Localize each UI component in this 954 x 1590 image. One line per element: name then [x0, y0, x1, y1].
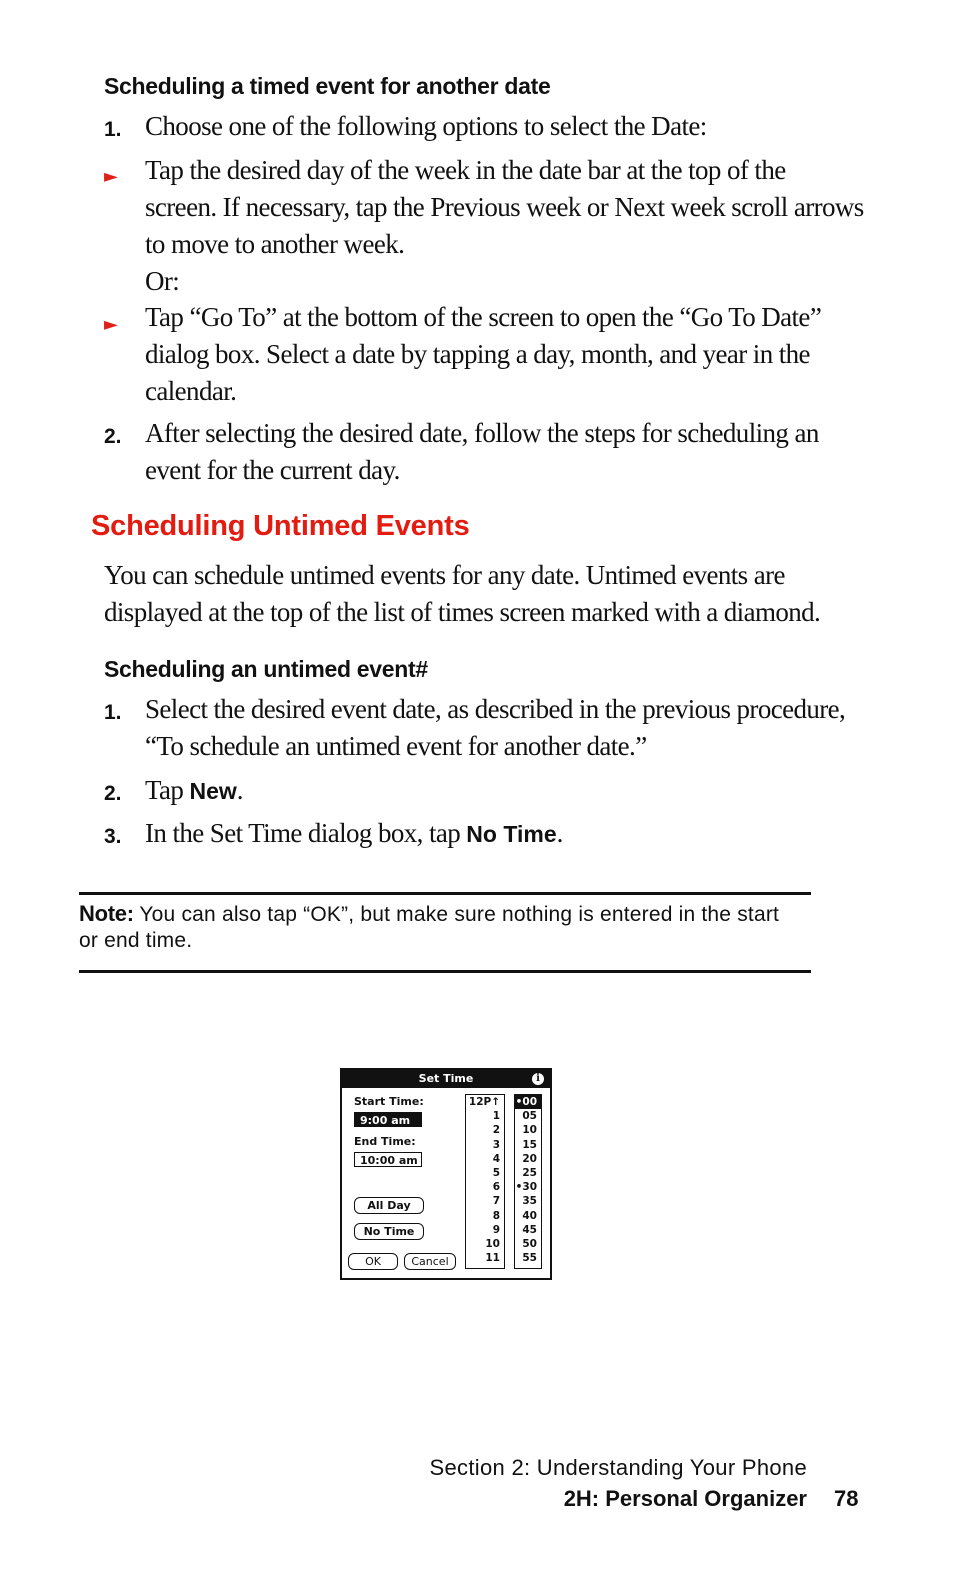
text-line: dialog box. Select a date by tapping a day, month, and year in the — [145, 339, 810, 369]
page-number: 78 — [834, 1486, 859, 1511]
hour-item[interactable]: 8 — [492, 1209, 500, 1222]
text-line: “To schedule an untimed event for another date.” — [145, 731, 647, 761]
note-bottom-rule — [79, 970, 811, 973]
bullet-arrow-icon: ► — [104, 314, 118, 335]
section-heading: Scheduling Untimed Events — [91, 510, 470, 542]
text-line: Or: — [145, 266, 180, 296]
minute-item[interactable]: 05 — [522, 1110, 537, 1123]
text-line: calendar. — [145, 376, 237, 406]
footer-section: Section 2: Understanding Your Phone — [429, 1455, 807, 1480]
cancel-button[interactable]: Cancel — [404, 1253, 456, 1270]
minute-item[interactable]: 20 — [522, 1152, 537, 1165]
step-text: Choose one of the following options to select the Date: — [145, 111, 707, 141]
step-text — [145, 815, 563, 853]
note-label: Note: — [79, 901, 134, 926]
step-number: 1. — [104, 701, 122, 724]
hour-item[interactable]: 12P↑ — [468, 1096, 500, 1108]
hour-item[interactable]: 7 — [492, 1195, 500, 1208]
text-line: event for the current day. — [145, 455, 400, 485]
hour-item[interactable]: 4 — [492, 1152, 500, 1165]
text-line: Tap the desired day of the week in the date bar at the top of the — [145, 155, 786, 185]
start-time-field[interactable]: 9:00 am — [354, 1112, 422, 1127]
step-text — [145, 772, 243, 810]
subhead-timed-event-other-date: Scheduling a timed event for another date — [104, 73, 551, 99]
text-line: screen. If necessary, tap the Previous week or Next week scroll arrows — [145, 192, 864, 222]
text-run: In the Set Time dialog box, tap — [145, 818, 467, 848]
ok-button[interactable]: OK — [348, 1253, 398, 1270]
hour-item[interactable]: 10 — [485, 1237, 500, 1250]
minute-item[interactable]: 25 — [522, 1166, 537, 1179]
no-time-button[interactable]: No Time — [354, 1223, 424, 1240]
text-line: Tap “Go To” at the bottom of the screen to open the “Go To Date” — [145, 302, 822, 332]
footer-chapter: 2H: Personal Organizer — [563, 1486, 807, 1511]
dialog-title-bar — [342, 1070, 550, 1088]
minute-item[interactable]: •30 — [515, 1181, 537, 1194]
text-line: to move to another week. — [145, 229, 405, 259]
set-time-dialog — [340, 1068, 552, 1280]
text-run: . — [236, 775, 243, 805]
minute-item[interactable]: 40 — [522, 1209, 537, 1222]
hour-item[interactable]: 1 — [492, 1110, 500, 1123]
end-time-field[interactable]: 10:00 am — [354, 1152, 422, 1167]
text-run: . — [556, 818, 563, 848]
minute-list[interactable] — [514, 1094, 542, 1269]
minute-item[interactable]: 45 — [522, 1223, 537, 1236]
hour-item[interactable]: 2 — [492, 1124, 500, 1137]
minute-item[interactable]: 50 — [522, 1237, 537, 1250]
bullet-arrow-icon: ► — [104, 166, 118, 187]
bullet-text-go-to — [145, 299, 821, 410]
hour-item[interactable]: 5 — [492, 1166, 500, 1179]
hour-item[interactable]: 3 — [492, 1138, 500, 1151]
hour-item[interactable]: 11 — [485, 1252, 500, 1265]
step-text — [145, 691, 845, 765]
intro-paragraph — [104, 557, 820, 631]
note-line: You can also tap “OK”, but make sure nothing is entered in the start — [133, 903, 780, 926]
hour-item[interactable]: 6 — [492, 1181, 500, 1194]
text-line: Select the desired event date, as described in the previous procedure, — [145, 694, 846, 724]
dialog-title: Set Time — [418, 1072, 474, 1085]
text-line: displayed at the top of the list of times screen marked with a diamond. — [104, 597, 821, 627]
note-top-rule — [79, 892, 811, 895]
bullet-text-date-bar — [145, 152, 864, 300]
start-time-label: Start Time: — [354, 1095, 424, 1108]
new-keyword: New — [189, 778, 237, 804]
text-run: Tap — [145, 775, 190, 805]
step-number: 2. — [104, 782, 122, 805]
info-icon[interactable]: i — [532, 1073, 544, 1085]
subhead-untimed-event: Scheduling an untimed event# — [104, 656, 428, 682]
minute-item-selected[interactable]: •00 — [515, 1095, 541, 1109]
step-number: 1. — [104, 118, 122, 141]
step-text — [145, 415, 819, 489]
minute-item[interactable]: 55 — [522, 1252, 537, 1265]
hour-item[interactable]: 9 — [492, 1223, 500, 1236]
end-time-label: End Time: — [354, 1135, 416, 1148]
step-number: 2. — [104, 425, 122, 448]
minute-item[interactable]: 35 — [522, 1195, 537, 1208]
hour-list[interactable] — [465, 1094, 505, 1269]
minute-item[interactable]: 15 — [522, 1138, 537, 1151]
text-line: You can schedule untimed events for any date. Untimed events are — [104, 560, 785, 590]
note-text — [79, 901, 814, 954]
note-line: or end time. — [79, 929, 193, 952]
text-line: After selecting the desired date, follow the steps for scheduling an — [145, 418, 819, 448]
no-time-keyword: No Time — [466, 821, 557, 847]
step-number: 3. — [104, 825, 122, 848]
minute-item[interactable]: 10 — [522, 1124, 537, 1137]
all-day-button[interactable]: All Day — [354, 1197, 424, 1214]
